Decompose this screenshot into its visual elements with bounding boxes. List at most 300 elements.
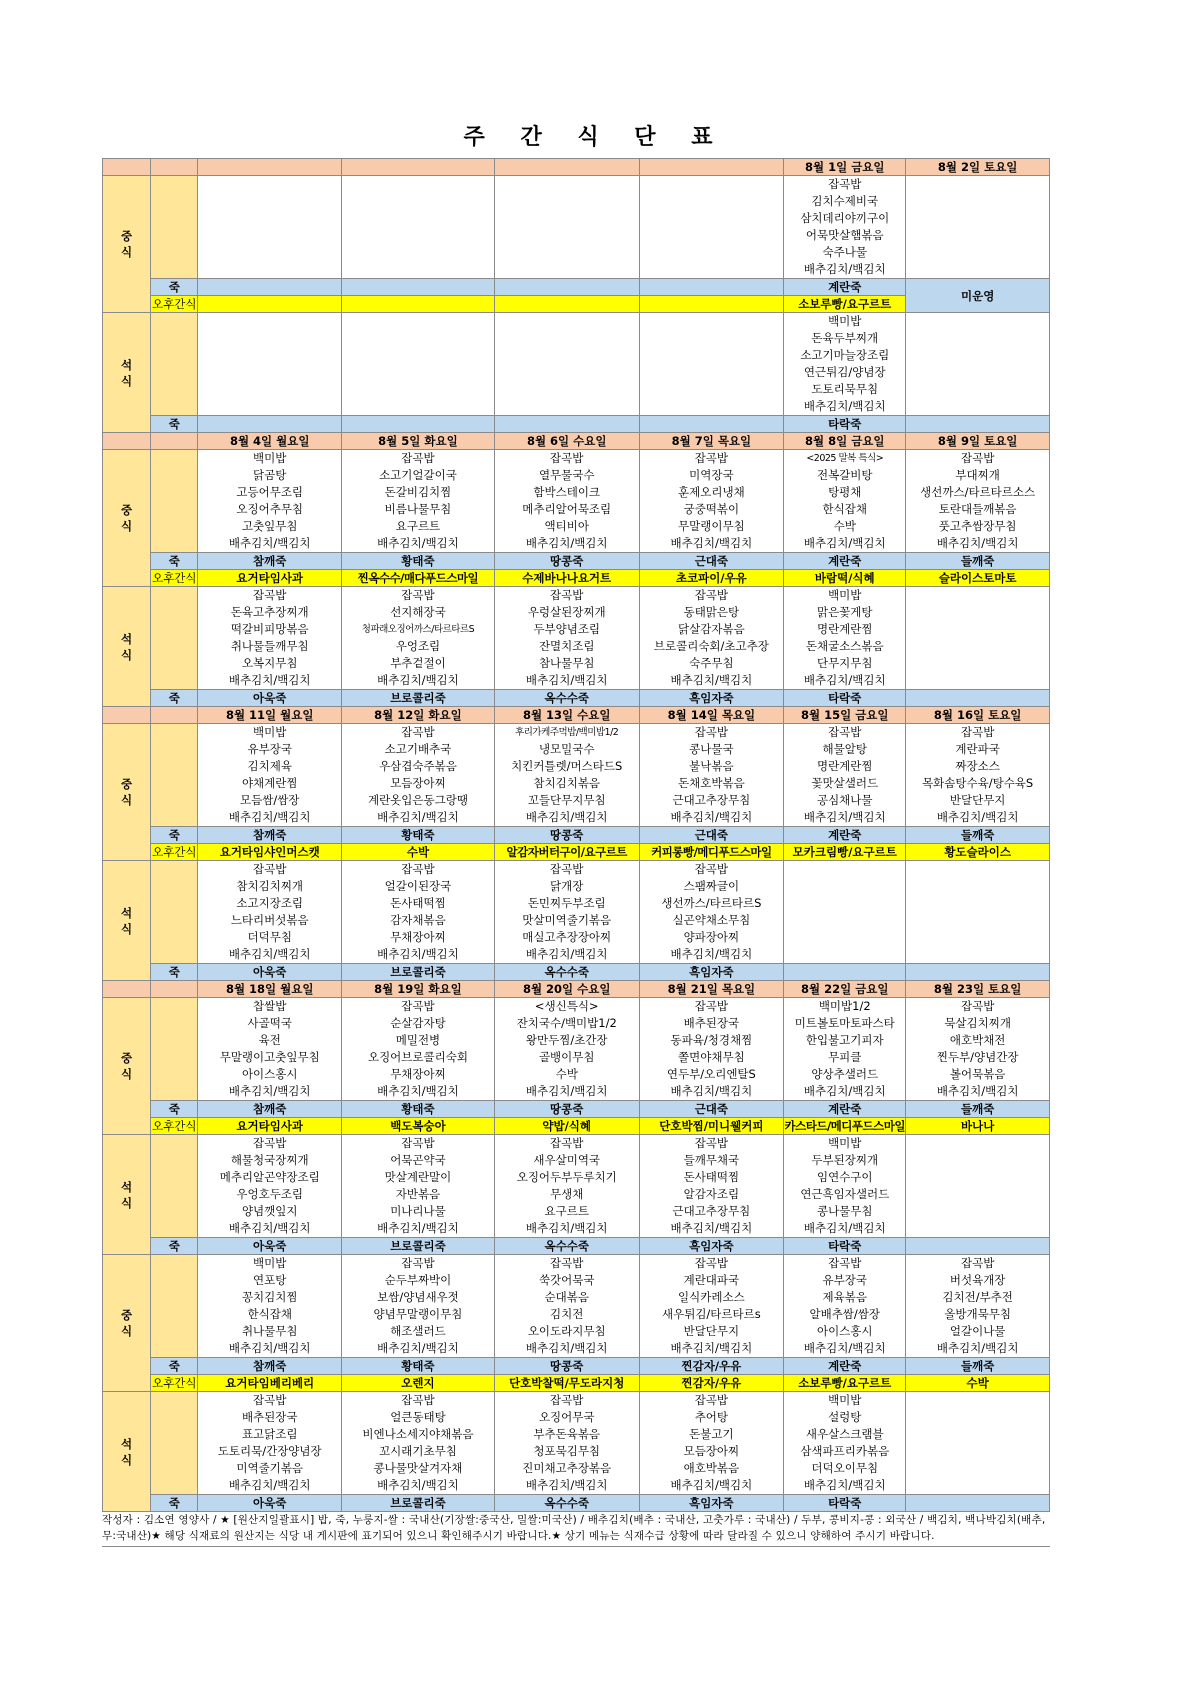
snack-day-4: 초코파이/우유 [639, 570, 784, 587]
snack-day-1: 요거타임사과 [198, 570, 342, 587]
menu-item: 오복지무침 [241, 656, 298, 670]
menu-item: 배추김치/백김치 [228, 1221, 311, 1235]
menu-item: 오징어브로콜리숙회 [367, 1050, 468, 1064]
day-header-3: 8월 13일 수요일 [494, 707, 639, 724]
header-blank [103, 159, 151, 176]
week-header-row [103, 981, 1050, 998]
porridge-day-3 [494, 416, 639, 433]
dinner-menu-day-1 [198, 587, 342, 690]
menu-item: 우엉호두조림 [236, 1187, 304, 1201]
lunch-menu-day-2 [342, 176, 495, 279]
menu-item: 무생채 [550, 1187, 584, 1201]
menu-item: 배추김치/백김치 [936, 1341, 1019, 1355]
menu-item: 김치전/부추전 [942, 1290, 1013, 1304]
lunch-porridge-row [103, 553, 1050, 570]
week-header-row [103, 707, 1050, 724]
day-header-2 [342, 159, 495, 176]
lunch-sub-cell [151, 176, 198, 279]
menu-item: 잡곡밥 [694, 451, 729, 465]
menu-item: 배추김치/백김치 [936, 536, 1019, 550]
menu-item: 배추김치/백김치 [228, 810, 311, 824]
lunch-menu-day-3 [494, 450, 639, 553]
porridge-day-3: 옥수수죽 [494, 1238, 639, 1255]
dinner-sub-cell [151, 587, 198, 690]
snack-day-4: 단호박찜/미니웰커피 [639, 1118, 784, 1135]
menu-item: 오이도라지무침 [527, 1324, 606, 1338]
menu-item: 참나물무침 [538, 656, 595, 670]
menu-item: 배추김치/백김치 [936, 810, 1019, 824]
menu-item: 냉모밀국수 [538, 742, 595, 756]
menu-item: 배추김치/백김치 [525, 673, 608, 687]
menu-item: 어묵맛살햄볶음 [805, 228, 884, 242]
menu-item: 배추김치/백김치 [803, 1221, 886, 1235]
menu-item: 명란계란찜 [816, 622, 873, 636]
lunch-label: 중 식 [103, 176, 151, 313]
menu-item: 모듬쌈/쌈장 [240, 793, 300, 807]
menu-item: 오징어추무침 [236, 502, 304, 516]
menu-item: 궁중떡볶이 [683, 502, 740, 516]
day-header-5: 8월 1일 금요일 [784, 159, 906, 176]
menu-item: 잡곡밥 [828, 1256, 862, 1270]
menu-item: 잡곡밥 [828, 725, 862, 739]
porridge-day-5: 계란죽 [784, 279, 906, 296]
menu-item: 근대고추장무침 [672, 793, 751, 807]
porridge-day-3: 땅콩죽 [494, 1101, 639, 1118]
menu-item: 꽃맛살샐러드 [811, 776, 879, 790]
porridge-day-2: 브로콜리죽 [342, 964, 495, 981]
menu-item: <2025 말복 특식> [806, 453, 884, 464]
menu-item: 닭곰탕 [253, 468, 287, 482]
snack-day-5: 카스타드/메디푸드스마일 [784, 1119, 905, 1133]
menu-item: 잡곡밥 [960, 999, 995, 1013]
lunch-label: 중 식 [103, 724, 151, 861]
menu-item: 배추김치/백김치 [525, 1478, 608, 1492]
menu-item: 김치전 [550, 1307, 584, 1321]
day-header-3: 8월 20일 수요일 [494, 981, 639, 998]
menu-item: 배추김치/백김치 [936, 1084, 1019, 1098]
menu-item: 계란대파국 [683, 1273, 740, 1287]
porridge-day-2: 브로콜리죽 [342, 690, 495, 707]
porridge-day-4: 흑임자죽 [639, 1495, 784, 1512]
porridge-day-3: 옥수수죽 [494, 964, 639, 981]
menu-item: 요구르트 [544, 1204, 589, 1218]
menu-item: 탕평채 [828, 485, 862, 499]
lunch-menu-day-3 [494, 998, 639, 1101]
dinner-menu-day-4 [639, 861, 784, 964]
menu-item: 목화솜탕수육/탕수육S [922, 776, 1034, 790]
header-blank [103, 433, 151, 450]
snack-day-3: 단호박찰떡/무도라지청 [494, 1375, 639, 1392]
menu-item: 꼬시래기초무침 [379, 1444, 457, 1458]
menu-item: 양념깻잎지 [241, 1204, 298, 1218]
menu-item: 잡곡밥 [960, 1256, 995, 1270]
menu-item: 순두부짜박이 [384, 1273, 452, 1287]
lunch-menu-day-3 [494, 1255, 639, 1358]
menu-item: 잡곡밥 [550, 451, 584, 465]
menu-item: 알배추쌈/쌈장 [809, 1307, 881, 1321]
dinner-menu-day-1 [198, 1135, 342, 1238]
menu-item: 백미밥 [828, 1393, 862, 1407]
menu-item: 잡곡밥 [401, 725, 435, 739]
menu-item: 돈채호박볶음 [678, 776, 745, 790]
menu-item: 얼갈이된장국 [384, 879, 452, 893]
menu-item: 수박 [555, 1067, 578, 1081]
day-header-3 [494, 159, 639, 176]
porridge-day-6: 들깨죽 [906, 1358, 1050, 1375]
snack-day-1: 요거타임샤인머스캣 [198, 844, 342, 861]
lunch-menu-day-4 [639, 450, 784, 553]
menu-item: 생선까스/타르타르소스 [920, 485, 1036, 499]
lunch-menu-day-1 [198, 176, 342, 279]
menu-item: 배추김치/백김치 [670, 1478, 753, 1492]
menu-item: 배추김치/백김치 [670, 947, 753, 961]
menu-item: 브로콜리숙회/초고추장 [653, 639, 769, 653]
snack-label: 오후간식 [152, 845, 197, 859]
lunch-menu-day-6 [906, 1255, 1050, 1358]
dinner-menu-day-2 [342, 587, 495, 690]
menu-item: 비름나물무침 [384, 502, 452, 516]
menu-item: 배추김치/백김치 [525, 947, 608, 961]
dinner-menu-day-5 [784, 1135, 906, 1238]
menu-item: 진미채고추장볶음 [522, 1461, 612, 1475]
porridge-day-5 [784, 964, 906, 981]
menu-item: 버섯육개장 [949, 1273, 1006, 1287]
lunch-menu-day-1 [198, 724, 342, 827]
menu-item: 미트볼토마토파스타 [794, 1016, 895, 1030]
porridge-day-3: 땅콩죽 [494, 827, 639, 844]
dinner-sub-cell [151, 313, 198, 416]
porridge-label: 죽 [151, 1238, 198, 1255]
menu-item: 돈사태떡찜 [683, 1170, 740, 1184]
menu-item: 우삼겹숙주볶음 [379, 759, 457, 773]
porridge-day-5: 계란죽 [784, 1358, 906, 1375]
porridge-day-4: 흑임자죽 [639, 964, 784, 981]
dinner-menu-day-3 [494, 1392, 639, 1495]
dinner-porridge-row [103, 690, 1050, 707]
day-header-1: 8월 11일 월요일 [198, 707, 342, 724]
menu-item: 콩나물무침 [816, 1204, 873, 1218]
menu-item: 잡곡밥 [253, 588, 287, 602]
menu-item: 매실고추장장아찌 [522, 930, 612, 944]
menu-item: 열무물국수 [538, 468, 595, 482]
porridge-day-6: 미운영 [906, 279, 1050, 313]
snack-day-2: 수박 [342, 844, 495, 861]
menu-item: 짜장소스 [955, 759, 1000, 773]
lunch-menu-day-2 [342, 1255, 495, 1358]
porridge-day-1: 아욱죽 [198, 964, 342, 981]
porridge-day-2: 황태죽 [342, 1101, 495, 1118]
porridge-day-1 [198, 279, 342, 296]
menu-item: 돈불고기 [689, 1427, 734, 1441]
day-header-6: 8월 16일 토요일 [906, 707, 1050, 724]
menu-item: 잡곡밥 [253, 1136, 287, 1150]
menu-item: 배추김치/백김치 [525, 1341, 608, 1355]
dinner-sub-cell [151, 1392, 198, 1495]
lunch-menu-day-4 [639, 998, 784, 1101]
menu-item: 느타리버섯볶음 [230, 913, 309, 927]
dinner-menu-day-2 [342, 313, 495, 416]
porridge-day-6 [906, 690, 1050, 707]
week-header-row [103, 433, 1050, 450]
menu-item: 계란옷입은동그랑땡 [367, 793, 468, 807]
menu-item: 잡곡밥 [550, 862, 584, 876]
menu-item: 새우살미역국 [533, 1153, 601, 1167]
menu-item: 동파육/청경채찜 [670, 1033, 753, 1047]
menu-item: 배추김치/백김치 [525, 810, 608, 824]
snack-day-2 [342, 296, 495, 313]
menu-item: 메추리알곤약장조림 [219, 1170, 320, 1184]
dinner-menu-day-6 [906, 1135, 1050, 1238]
porridge-day-1: 아욱죽 [198, 690, 342, 707]
header-blank [151, 981, 198, 998]
day-header-6: 8월 23일 토요일 [906, 981, 1050, 998]
porridge-day-3: 옥수수죽 [494, 690, 639, 707]
lunch-menu-day-6 [906, 998, 1050, 1101]
menu-item: 배추김치/백김치 [377, 947, 459, 961]
menu-item: 돈민찌두부조림 [527, 896, 606, 910]
lunch-sub-cell [151, 1255, 198, 1358]
menu-item: 연포탕 [253, 1273, 287, 1287]
menu-item: 배추김치/백김치 [228, 947, 311, 961]
day-header-4: 8월 21일 목요일 [639, 981, 784, 998]
porridge-day-1: 아욱죽 [198, 1238, 342, 1255]
lunch-menu-day-2 [342, 998, 495, 1101]
menu-item: 취나물무침 [241, 1324, 298, 1338]
dinner-porridge-row [103, 1495, 1050, 1512]
porridge-day-6 [906, 1238, 1050, 1255]
menu-item: 불낙볶음 [689, 759, 734, 773]
menu-item: 닭살감자볶음 [678, 622, 745, 636]
menu-item: 올방개묵무침 [944, 1307, 1011, 1321]
dinner-label: 석 식 [103, 861, 151, 981]
menu-item: 배추김치/백김치 [525, 536, 608, 550]
day-header-2: 8월 19일 화요일 [342, 981, 495, 998]
menu-item: 잡곡밥 [401, 999, 435, 1013]
menu-item: 미역줄기볶음 [236, 1461, 304, 1475]
menu-item: 배추김치/백김치 [670, 536, 753, 550]
menu-item: 잡곡밥 [401, 1256, 435, 1270]
menu-item: 쫄면야채무침 [678, 1050, 745, 1064]
menu-item: 추어탕 [694, 1410, 729, 1424]
porridge-day-2 [342, 416, 495, 433]
menu-item: 반달단무지 [683, 1324, 740, 1338]
menu-item: 알감자조림 [683, 1187, 740, 1201]
menu-item: 배추김치/백김치 [377, 1221, 459, 1235]
lunch-sub-cell [151, 998, 198, 1101]
menu-item: 소고기얼갈이국 [379, 468, 457, 482]
dinner-porridge-row [103, 1238, 1050, 1255]
lunch-menu-day-5 [784, 176, 906, 279]
lunch-porridge-row [103, 1358, 1050, 1375]
porridge-day-6 [906, 964, 1050, 981]
menu-item: 자반볶음 [395, 1187, 441, 1201]
menu-item: 잡곡밥 [694, 1136, 729, 1150]
menu-item: 감자채볶음 [390, 913, 446, 927]
menu-item: 배추김치/백김치 [377, 810, 459, 824]
porridge-day-1: 아욱죽 [198, 1495, 342, 1512]
snack-row [103, 1118, 1050, 1135]
menu-item: 선지해장국 [390, 605, 446, 619]
snack-row [103, 1375, 1050, 1392]
snack-day-6: 황도슬라이스 [906, 844, 1050, 861]
menu-item: 공심채나물 [816, 793, 873, 807]
menu-item: 들깨무채국 [683, 1153, 740, 1167]
menu-item: 돈갈비김치찜 [384, 485, 452, 499]
lunch-sub-cell [151, 450, 198, 553]
lunch-menu-day-1 [198, 1255, 342, 1358]
dinner-sub-cell [151, 1135, 198, 1238]
menu-item: 잡곡밥 [550, 1136, 584, 1150]
menu-item: 유부장국 [247, 742, 292, 756]
day-header-3: 8월 6일 수요일 [494, 433, 639, 450]
menu-item: 메밀전병 [395, 1033, 441, 1047]
menu-item: 콩나물국 [689, 742, 734, 756]
menu-item: 배추김치/백김치 [228, 673, 311, 687]
menu-item: 배추김치/백김치 [803, 810, 886, 824]
lunch-label: 중 식 [103, 998, 151, 1135]
dinner-menu-day-3 [494, 313, 639, 416]
menu-item: 백미밥 [253, 1256, 287, 1270]
menu-item: 연근흑임자샐러드 [800, 1187, 890, 1201]
menu-item: 잡곡밥 [253, 1393, 287, 1407]
snack-day-3: 알감자버터구이/요구르트 [494, 844, 639, 861]
porridge-day-2: 황태죽 [342, 1358, 495, 1375]
menu-item: 도토리묵무침 [811, 382, 879, 396]
menu-item: 맛살미역줄기볶음 [522, 913, 612, 927]
snack-day-3 [494, 296, 639, 313]
porridge-day-5: 타락죽 [784, 1238, 906, 1255]
menu-item: 돈사태떡찜 [390, 896, 446, 910]
menu-item: 배추김치/백김치 [803, 1478, 886, 1492]
menu-item: 생선까스/타르타르S [661, 896, 762, 910]
dinner-menu-day-4 [639, 587, 784, 690]
menu-item: 계란파국 [955, 742, 1000, 756]
menu-item: 배추김치/백김치 [670, 1341, 753, 1355]
dinner-sub-cell [151, 861, 198, 964]
menu-item: 배추된장국 [683, 1016, 740, 1030]
day-header-6: 8월 9일 토요일 [906, 433, 1050, 450]
menu-item: 부추겉절이 [390, 656, 446, 670]
menu-item: 참치김치볶음 [533, 776, 601, 790]
menu-item: 잡곡밥 [550, 1256, 584, 1270]
header-blank [151, 707, 198, 724]
porridge-label: 죽 [151, 1358, 198, 1375]
dinner-menu-day-5 [784, 587, 906, 690]
menu-item: 무채장아찌 [390, 1067, 446, 1081]
dinner-label: 석 식 [103, 1135, 151, 1255]
menu-item: 잔치국수/백미밥1/2 [516, 1016, 617, 1030]
menu-item: 볼어묵볶음 [949, 1067, 1006, 1081]
menu-item: 잡곡밥 [253, 862, 287, 876]
porridge-label: 죽 [151, 553, 198, 570]
dinner-menu-day-1 [198, 1392, 342, 1495]
menu-item: 배추김치/백김치 [377, 1084, 459, 1098]
snack-day-4 [639, 296, 784, 313]
menu-item: 무채장아찌 [390, 930, 446, 944]
menu-item: 도토리묵/간장양념장 [217, 1444, 322, 1458]
lunch-porridge-row [103, 1101, 1050, 1118]
menu-item: 스팸짜글이 [683, 879, 740, 893]
menu-item: 미역장국 [689, 468, 734, 482]
menu-item: 삼색파프리카볶음 [800, 1444, 890, 1458]
dinner-menu-day-3 [494, 861, 639, 964]
menu-item: 순살감자탕 [390, 1016, 446, 1030]
menu-item: 더덕무침 [247, 930, 292, 944]
menu-item: 청포묵김무침 [533, 1444, 601, 1458]
menu-item: 배추김치/백김치 [525, 1221, 608, 1235]
porridge-day-3: 땅콩죽 [494, 1358, 639, 1375]
day-header-5: 8월 22일 금요일 [784, 981, 906, 998]
menu-item: 고춧잎무침 [241, 519, 298, 533]
menu-item: 풋고추쌈장무침 [938, 519, 1017, 533]
header-blank [103, 707, 151, 724]
menu-item: 무말랭이무침 [678, 519, 745, 533]
menu-item: 아이스홍시 [816, 1324, 873, 1338]
lunch-menu-day-2 [342, 450, 495, 553]
menu-item: 동태맑은탕 [683, 605, 740, 619]
menu-item: 순대볶음 [544, 1290, 589, 1304]
dinner-label: 석 식 [103, 587, 151, 707]
snack-day-6: 수박 [906, 1375, 1050, 1392]
porridge-day-2: 황태죽 [342, 827, 495, 844]
snack-day-1: 요거타임베리베리 [198, 1375, 342, 1392]
menu-item: 설렁탕 [828, 1410, 862, 1424]
menu-item: 치킨커틀렛/머스타드S [511, 759, 623, 773]
menu-item: 배추김치/백김치 [228, 1084, 311, 1098]
dinner-porridge-row [103, 416, 1050, 433]
week-header-row [103, 159, 1050, 176]
snack-day-5: 소보루빵/요구르트 [784, 1375, 906, 1392]
snack-day-5: 바람떡/식혜 [784, 570, 906, 587]
menu-item: 우렁살된장찌개 [527, 605, 606, 619]
menu-item: 배추김치/백김치 [803, 1084, 886, 1098]
menu-item: 골뱅이무침 [538, 1050, 595, 1064]
menu-item: 잡곡밥 [694, 588, 729, 602]
menu-item: 실곤약채소무침 [672, 913, 751, 927]
menu-item: 잡곡밥 [694, 1256, 729, 1270]
menu-item: 잡곡밥 [828, 177, 862, 191]
menu-item: 잔멸치조림 [538, 639, 595, 653]
day-header-1 [198, 159, 342, 176]
day-header-2: 8월 12일 화요일 [342, 707, 495, 724]
page-title: 주 간 식 단 표 [463, 125, 727, 150]
snack-day-2: 오렌지 [342, 1375, 495, 1392]
menu-item: 맑은꽃게탕 [816, 605, 873, 619]
menu-item: 함박스테이크 [533, 485, 601, 499]
porridge-day-6: 들깨죽 [906, 553, 1050, 570]
menu-item: 청파래오징어까스/타르타르S [361, 624, 475, 635]
lunch-menu-day-5 [784, 724, 906, 827]
porridge-day-5: 타락죽 [784, 416, 906, 433]
menu-item: 소고기배추국 [384, 742, 452, 756]
menu-item: 묵살김치찌개 [944, 1016, 1011, 1030]
menu-item: 애호박볶음 [683, 1461, 740, 1475]
lunch-sub-cell [151, 724, 198, 827]
snack-day-2: 백도복숭아 [342, 1118, 495, 1135]
menu-item: 어묵곤약국 [390, 1153, 446, 1167]
menu-item: 백미밥 [828, 314, 862, 328]
dinner-porridge-row [103, 964, 1050, 981]
day-header-2: 8월 5일 화요일 [342, 433, 495, 450]
menu-item: 훈제오리냉채 [678, 485, 745, 499]
day-header-4 [639, 159, 784, 176]
menu-item: 잡곡밥 [401, 588, 435, 602]
menu-item: 백미밥 [828, 1136, 862, 1150]
menu-item: 부추돈육볶음 [533, 1427, 601, 1441]
porridge-day-5: 타락죽 [784, 690, 906, 707]
menu-item: 잡곡밥 [550, 588, 584, 602]
menu-item: 액티비아 [544, 519, 589, 533]
